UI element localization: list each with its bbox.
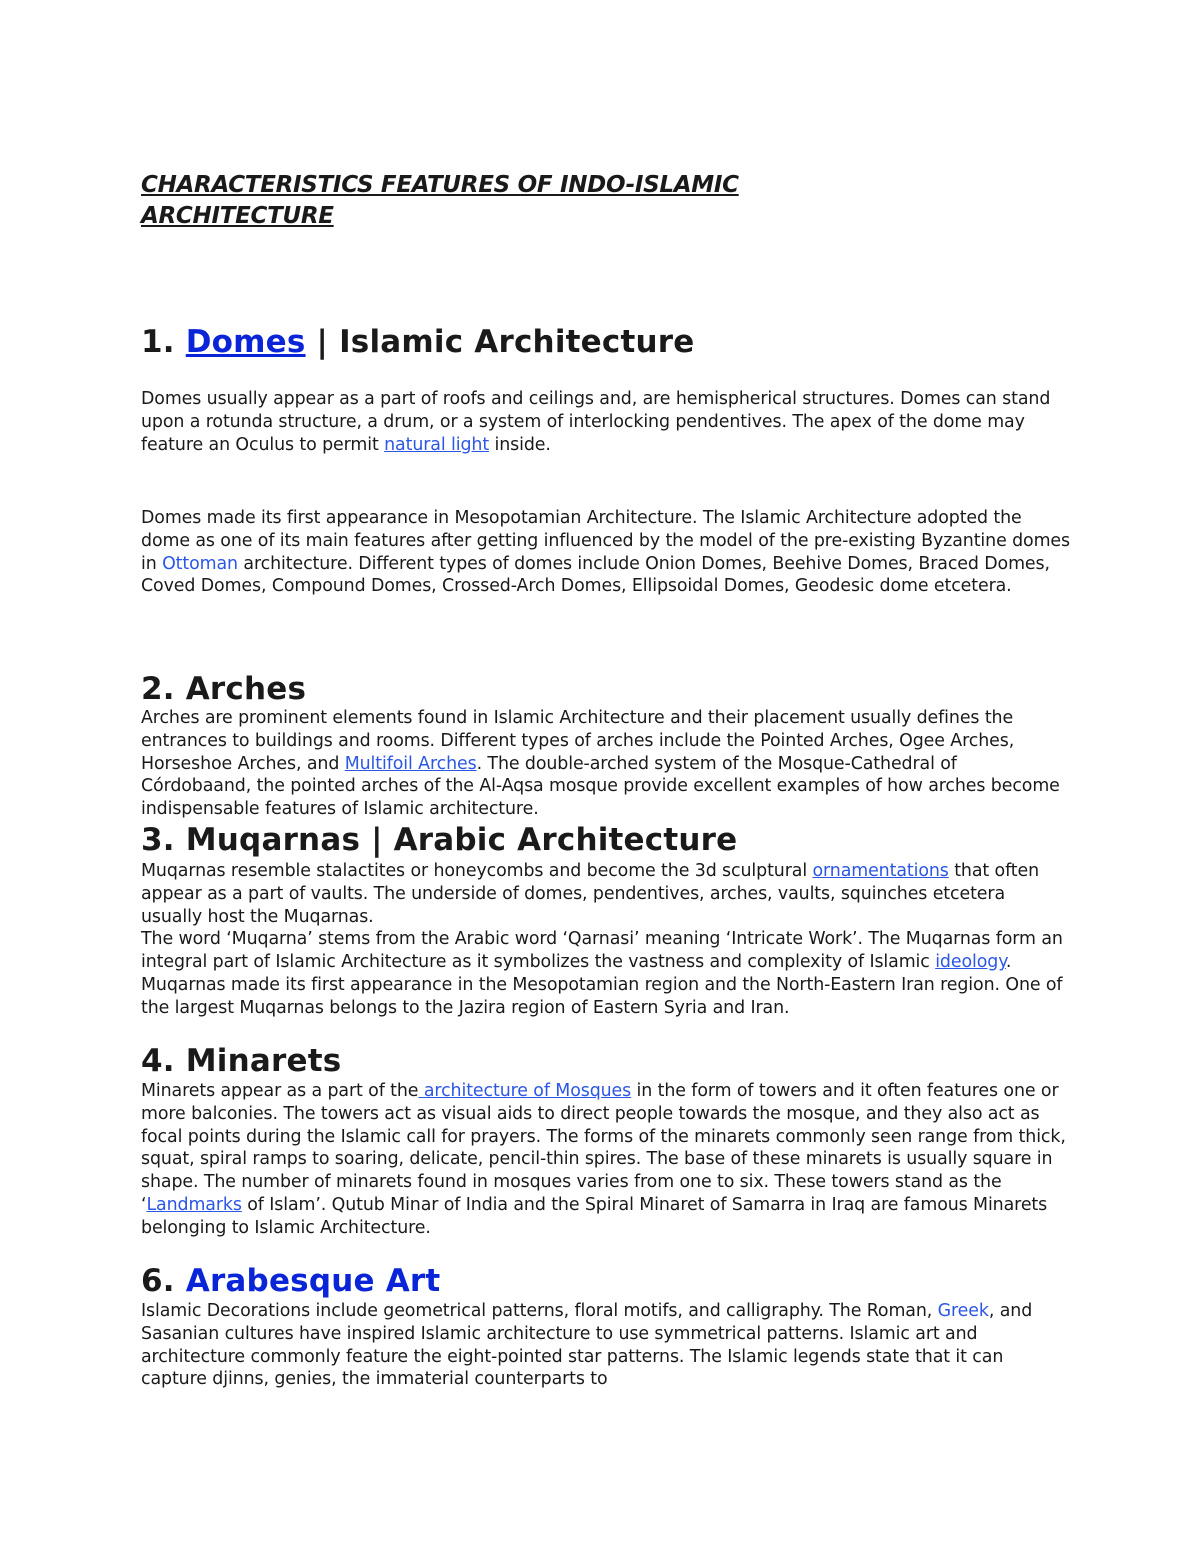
- section-heading-arches: 2. Arches: [141, 671, 307, 707]
- ornamentations-link[interactable]: ornamentations: [812, 861, 949, 881]
- section-heading-arabesque: [141, 1262, 440, 1300]
- arches-paragraph: Arches are prominent elements found in Islamic Architecture and their placement usually defines the entrances to buildings and rooms. Different types of arches include the Pointed Arches, Ogee Arches, Horseshoe Arches, and Multifoil Arches. The double-arched system of the Mosque-Cathedral of Córdobaand, the pointed arches of the Al-Aqsa mosque provide excellent examples of how arches become indispensable features of Islamic architecture.: [141, 708, 1060, 820]
- document-title-line-1: CHARACTERISTICS FEATURES OF INDO-ISLAMIC: [141, 172, 739, 198]
- section-heading-domes: [141, 323, 694, 361]
- arabesque-art-heading-link[interactable]: Arabesque Art: [185, 1263, 441, 1299]
- section-heading-muqarnas: 3. Muqarnas | Arabic Architecture: [141, 822, 738, 858]
- domes-paragraph-1: Domes usually appear as a part of roofs and ceilings and, are hemispherical structures. Domes can stand upon a rotunda structure, a drum, or a system of interlocking pendentives. The apex of the dome may feature an Oculus to permit natural light inside.: [141, 389, 1051, 455]
- minarets-paragraph: Minarets appear as a part of the architecture of Mosques in the form of towers and it often features one or more balconies. The towers act as visual aids to direct people towards the mosque, and they also act as focal points during the Islamic call for prayers. The forms of the minarets commonly seen range from thick, squat, spiral ramps to soaring, delicate, pencil-thin spires. The base of these minarets is usually square in shape. The number of minarets found in mosques varies from one to six. These towers stand as the ‘Landmarks of Islam’. Qutub Minar of India and the Spiral Minaret of Samarra in Iraq are famous Minarets belonging to Islamic Architecture.: [141, 1081, 1066, 1238]
- muqarnas-paragraph: Muqarnas resemble stalactites or honeycombs and become the 3d sculptural ornamentations that often appear as a part of vaults. The underside of domes, pendentives, arches, vaults, squinches etcetera usually host the Muqarnas. The word ‘Muqarna’ stems from the Arabic word ‘Qarnasi’ meaning ‘Intricate Work’. The Muqarnas form an integral part of Islamic Architecture as it symbolizes the vastness and complexity of Islamic ideology. Muqarnas made its first appearance in the Mesopotamian region and the North-Eastern Iran region. One of the largest Muqarnas belongs to the Jazira region of Eastern Syria and Iran.: [141, 861, 1063, 1018]
- greek-link[interactable]: Greek: [937, 1301, 989, 1321]
- heading-rest: | Islamic Architecture: [305, 324, 695, 360]
- architecture-of-mosques-link[interactable]: architecture of Mosques: [418, 1081, 632, 1101]
- natural-light-link[interactable]: natural light: [384, 434, 490, 455]
- domes-heading-link[interactable]: Domes: [185, 324, 306, 360]
- landmarks-link[interactable]: Landmarks: [146, 1194, 242, 1215]
- document-title-line-2: ARCHITECTURE: [141, 203, 334, 229]
- arabesque-paragraph: Islamic Decorations include geometrical patterns, floral motifs, and calligraphy. The Roman, Greek, and Sasanian cultures have inspired Islamic architecture to use symmetrical patterns. Islamic art and architecture commonly feature the eight-pointed star patterns. The Islamic legends state that it can capture djinns, genies, the immaterial counterparts to: [141, 1301, 1033, 1390]
- heading-number: 1.: [141, 324, 186, 360]
- domes-paragraph-2: Domes made its first appearance in Mesopotamian Architecture. The Islamic Architecture adopted the dome as one of its main features after getting influenced by the model of the pre-existing Byzantine domes in Ottoman architecture. Different types of domes include Onion Domes, Beehive Domes, Braced Domes, Coved Domes, Compound Domes, Crossed-Arch Domes, Ellipsoidal Domes, Geodesic dome etcetera.: [141, 508, 1070, 597]
- ottoman-link[interactable]: Ottoman: [162, 553, 238, 574]
- multifoil-arches-link[interactable]: Multifoil Arches: [344, 753, 477, 774]
- document-title: [141, 170, 739, 232]
- heading-number: 6.: [141, 1263, 186, 1299]
- section-heading-minarets: 4. Minarets: [141, 1043, 342, 1079]
- ideology-link[interactable]: ideology: [935, 952, 1006, 973]
